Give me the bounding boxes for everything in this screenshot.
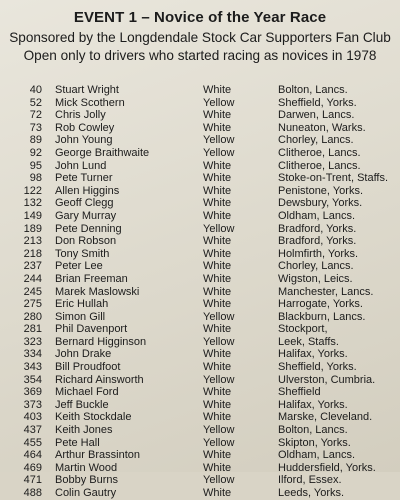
driver-hometown: Manchester, Lancs. xyxy=(278,285,374,298)
driver-number: 52 xyxy=(29,96,42,109)
driver-row xyxy=(0,223,400,236)
driver-colour: White xyxy=(203,449,232,462)
driver-hometown: Bolton, Lancs. xyxy=(278,84,348,96)
eligibility-line: Open only to drivers who started racing as novices in 1978 xyxy=(23,48,377,63)
driver-name: Bernard Higginson xyxy=(55,335,147,348)
driver-row xyxy=(0,424,400,437)
driver-row xyxy=(0,160,400,173)
driver-number: 323 xyxy=(23,335,42,348)
driver-row xyxy=(0,361,400,374)
driver-colour: Yellow xyxy=(203,134,235,147)
driver-row xyxy=(0,462,400,475)
driver-number: 343 xyxy=(23,361,42,374)
driver-hometown: Oldham, Lancs. xyxy=(278,209,356,222)
driver-name: Gary Murray xyxy=(55,209,117,222)
driver-colour: Yellow xyxy=(203,222,235,235)
driver-hometown: Sheffield, Yorks. xyxy=(278,96,357,109)
driver-hometown: Holmfirth, Yorks. xyxy=(278,247,359,260)
driver-row xyxy=(0,185,400,198)
driver-number: 92 xyxy=(29,146,42,159)
driver-hometown: Stoke-on-Trent, Staffs. xyxy=(278,172,389,185)
driver-name: Arthur Brassinton xyxy=(55,449,140,462)
driver-hometown: Stockport, xyxy=(278,323,328,336)
driver-name: Keith Jones xyxy=(55,424,113,437)
driver-number: 280 xyxy=(23,310,42,323)
driver-colour: White xyxy=(203,411,232,424)
driver-colour: White xyxy=(203,247,232,260)
driver-colour: White xyxy=(203,184,232,197)
driver-row xyxy=(0,273,400,286)
driver-name: Jeff Buckle xyxy=(55,398,109,411)
driver-number: 132 xyxy=(23,197,42,210)
driver-name: Peter Lee xyxy=(55,260,103,273)
driver-name: Keith Stockdale xyxy=(55,411,132,424)
driver-colour: White xyxy=(203,84,232,96)
driver-colour: White xyxy=(203,235,232,248)
driver-row xyxy=(0,210,400,223)
driver-name: Chris Jolly xyxy=(55,109,106,122)
driver-colour: White xyxy=(203,285,232,298)
driver-number: 281 xyxy=(23,323,42,336)
driver-colour: Yellow xyxy=(203,424,235,437)
driver-hometown: Clitheroe, Lancs. xyxy=(278,159,361,172)
driver-row xyxy=(0,386,400,399)
driver-number: 275 xyxy=(23,298,42,311)
driver-hometown: Bradford, Yorks. xyxy=(278,222,357,235)
driver-row xyxy=(0,286,400,299)
driver-name: Mick Scothern xyxy=(55,96,125,109)
driver-row xyxy=(0,134,400,147)
driver-number: 98 xyxy=(29,172,42,185)
driver-name: Bobby Burns xyxy=(55,474,118,487)
driver-colour: Yellow xyxy=(203,436,235,449)
driver-hometown: Harrogate, Yorks. xyxy=(278,298,363,311)
driver-colour: Yellow xyxy=(203,373,235,386)
driver-hometown: Penistone, Yorks. xyxy=(278,184,364,197)
driver-colour: Yellow xyxy=(203,335,235,348)
driver-row xyxy=(0,399,400,412)
driver-row xyxy=(0,147,400,160)
driver-hometown: Bradford, Yorks. xyxy=(278,235,357,248)
driver-colour: White xyxy=(203,461,232,474)
driver-name: Martin Wood xyxy=(55,461,118,474)
driver-name: John Lund xyxy=(55,159,107,172)
driver-hometown: Oldham, Lancs. xyxy=(278,449,356,462)
driver-colour: White xyxy=(203,487,232,499)
driver-name: Marek Maslowski xyxy=(55,285,140,298)
sponsor-line: Sponsored by the Longdendale Stock Car Supporters Fan Club xyxy=(9,30,391,45)
driver-number: 149 xyxy=(23,209,42,222)
driver-number: 245 xyxy=(23,285,42,298)
driver-name: Don Robson xyxy=(55,235,117,248)
driver-row xyxy=(0,235,400,248)
driver-number: 40 xyxy=(29,84,42,96)
driver-row xyxy=(0,449,400,462)
driver-number: 237 xyxy=(23,260,42,273)
driver-name: Pete Denning xyxy=(55,222,122,235)
driver-number: 244 xyxy=(23,272,42,285)
driver-number: 334 xyxy=(23,348,42,361)
driver-number: 72 xyxy=(29,109,42,122)
driver-row xyxy=(0,260,400,273)
driver-hometown: Nuneaton, Warks. xyxy=(278,121,366,134)
driver-number: 469 xyxy=(23,461,42,474)
driver-name: Phil Davenport xyxy=(55,323,128,336)
driver-colour: White xyxy=(203,197,232,210)
driver-name: Michael Ford xyxy=(55,386,119,399)
driver-colour: White xyxy=(203,398,232,411)
driver-hometown: Skipton, Yorks. xyxy=(278,436,351,449)
driver-row xyxy=(0,348,400,361)
driver-number: 373 xyxy=(23,398,42,411)
driver-hometown: Chorley, Lancs. xyxy=(278,134,354,147)
driver-number: 488 xyxy=(23,487,42,499)
driver-hometown: Darwen, Lancs. xyxy=(278,109,355,122)
driver-name: Colin Gautry xyxy=(55,487,117,499)
driver-list xyxy=(0,84,400,500)
driver-name: Pete Hall xyxy=(55,436,100,449)
driver-row xyxy=(0,336,400,349)
driver-row xyxy=(0,97,400,110)
driver-number: 218 xyxy=(23,247,42,260)
driver-name: George Braithwaite xyxy=(55,146,150,159)
driver-name: Allen Higgins xyxy=(55,184,120,197)
driver-row xyxy=(0,84,400,97)
driver-number: 73 xyxy=(29,121,42,134)
driver-colour: Yellow xyxy=(203,310,235,323)
driver-hometown: Dewsbury, Yorks. xyxy=(278,197,363,210)
driver-colour: White xyxy=(203,172,232,185)
event-title: EVENT 1 – Novice of the Year Race xyxy=(73,9,327,26)
driver-hometown: Chorley, Lancs. xyxy=(278,260,354,273)
driver-colour: White xyxy=(203,121,232,134)
driver-name: Rob Cowley xyxy=(55,121,115,134)
driver-colour: Yellow xyxy=(203,96,235,109)
driver-hometown: Wigston, Leics. xyxy=(278,272,353,285)
driver-colour: White xyxy=(203,386,232,399)
driver-row xyxy=(0,109,400,122)
driver-row xyxy=(0,437,400,450)
driver-number: 189 xyxy=(23,222,42,235)
driver-name: Eric Hullah xyxy=(55,298,109,311)
driver-colour: White xyxy=(203,272,232,285)
driver-row xyxy=(0,197,400,210)
driver-hometown: Sheffield, Yorks. xyxy=(278,361,357,374)
driver-name: Tony Smith xyxy=(55,247,110,260)
driver-colour: White xyxy=(203,298,232,311)
driver-name: Pete Turner xyxy=(55,172,113,185)
driver-colour: Yellow xyxy=(203,146,235,159)
driver-row xyxy=(0,122,400,135)
driver-name: Bill Proudfoot xyxy=(55,361,121,374)
driver-name: Geoff Clegg xyxy=(55,197,114,210)
driver-colour: White xyxy=(203,348,232,361)
driver-name: John Young xyxy=(55,134,113,147)
driver-hometown: Ulverston, Cumbria. xyxy=(278,373,376,386)
driver-hometown: Halifax, Yorks. xyxy=(278,398,348,411)
driver-colour: White xyxy=(203,109,232,122)
driver-name: John Drake xyxy=(55,348,112,361)
driver-number: 471 xyxy=(23,474,42,487)
driver-colour: Yellow xyxy=(203,474,235,487)
driver-row xyxy=(0,487,400,500)
driver-colour: White xyxy=(203,260,232,273)
driver-hometown: Leek, Staffs. xyxy=(278,335,339,348)
driver-row xyxy=(0,298,400,311)
driver-row xyxy=(0,474,400,487)
driver-row xyxy=(0,374,400,387)
driver-number: 122 xyxy=(23,184,42,197)
driver-name: Richard Ainsworth xyxy=(55,373,144,386)
driver-hometown: Clitheroe, Lancs. xyxy=(278,146,361,159)
driver-number: 213 xyxy=(23,235,42,248)
driver-hometown: Halifax, Yorks. xyxy=(278,348,348,361)
driver-number: 95 xyxy=(29,159,42,172)
driver-hometown: Huddersfield, Yorks. xyxy=(278,461,376,474)
driver-hometown: Bolton, Lancs. xyxy=(278,424,348,437)
driver-name: Simon Gill xyxy=(55,310,106,323)
driver-colour: White xyxy=(203,209,232,222)
driver-number: 437 xyxy=(23,424,42,437)
driver-row xyxy=(0,323,400,336)
driver-hometown: Sheffield xyxy=(278,386,321,399)
driver-colour: White xyxy=(203,323,232,336)
driver-row xyxy=(0,311,400,324)
driver-number: 354 xyxy=(23,373,42,386)
driver-row xyxy=(0,172,400,185)
driver-number: 369 xyxy=(23,386,42,399)
driver-number: 89 xyxy=(29,134,42,147)
driver-row xyxy=(0,248,400,261)
driver-row xyxy=(0,411,400,424)
driver-colour: White xyxy=(203,159,232,172)
driver-name: Brian Freeman xyxy=(55,272,128,285)
driver-number: 464 xyxy=(23,449,42,462)
driver-colour: White xyxy=(203,361,232,374)
driver-name: Stuart Wright xyxy=(55,84,119,96)
driver-hometown: Blackburn, Lancs. xyxy=(278,310,366,323)
driver-hometown: Leeds, Yorks. xyxy=(278,487,345,499)
driver-number: 455 xyxy=(23,436,42,449)
driver-hometown: Marske, Cleveland. xyxy=(278,411,373,424)
driver-hometown: Ilford, Essex. xyxy=(278,474,342,487)
driver-number: 403 xyxy=(23,411,42,424)
